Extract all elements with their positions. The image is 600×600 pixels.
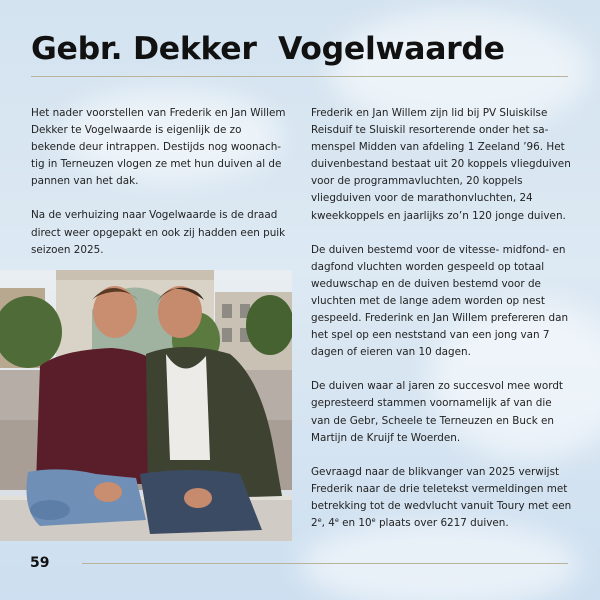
paragraph: Na de verhuizing naar Vogelwaarde is de draad direct weer opgepakt en ook zij hadden een puik seizoen 2025. xyxy=(31,209,286,256)
paragraph-text: plaats over 6217 duiven. xyxy=(375,516,509,529)
portrait-photo xyxy=(0,270,292,541)
page-number: 59 xyxy=(30,555,50,571)
paragraph: Frederik en Jan Willem zijn lid bij PV Sluiskilse Reisduif te Sluiskil resorterende onder het samenspel Midden van afdeling 1 Zeeland ’96. Het duivenbestand bestaat uit 20 koppels vliegduiven voor de programmavluchten, 20 koppels vliegduiven voor de marathonvluchten, 24 kweekkoppels en jaarlijks zo’n 120 jonge duiven. xyxy=(311,107,571,222)
paragraph: Het nader voorstellen van Frederik en Jan Willem Dekker te Vogelwaarde is eigenlijk de zo bekende deur intrappen. Destijds nog woonachtig in Terneuzen vlogen ze met hun duiven al de pannen van het dak. xyxy=(31,107,286,188)
paragraph: De duiven waar al jaren zo succesvol mee wordt gepresteerd stammen voornamelijk af van die van de Gebr, Scheele te Terneuzen en Buck en Martijn de Kruijf te Woerden. xyxy=(311,380,564,444)
footer-rule xyxy=(82,563,568,564)
ordinal-suffix: e xyxy=(371,515,376,524)
ordinal-suffix: e xyxy=(334,515,339,524)
left-text-column xyxy=(31,105,287,276)
right-text-column xyxy=(311,105,573,549)
paragraph-text: Gevraagd naar de blikvanger van 2025 verwijst Frederik naar de drie teletekst vermeldingen met betrekking tot de wedvlucht vanuit Toury met een 2 xyxy=(311,465,572,529)
paragraph-text: en 10 xyxy=(338,516,372,529)
paragraph-text: , 4 xyxy=(321,516,335,529)
closing-paragraph xyxy=(311,464,573,532)
paragraph: De duiven bestemd voor de vitesse- midfond- en dagfond vluchten worden gespeeld op totaal weduwschap en de duiven bestemd voor de vluchten met de lange adem worden op nest gespeeld. Frederink en Jan Willem prefereren dan het spel op een neststand van een jong van 7 dagen of eieren van 10 dagen. xyxy=(311,243,569,359)
title-underline xyxy=(31,76,568,77)
ordinal-suffix: e xyxy=(317,515,322,524)
article-title: Gebr. Dekker Vogelwaarde xyxy=(31,31,505,67)
portrait-photo-drawing xyxy=(0,270,292,541)
